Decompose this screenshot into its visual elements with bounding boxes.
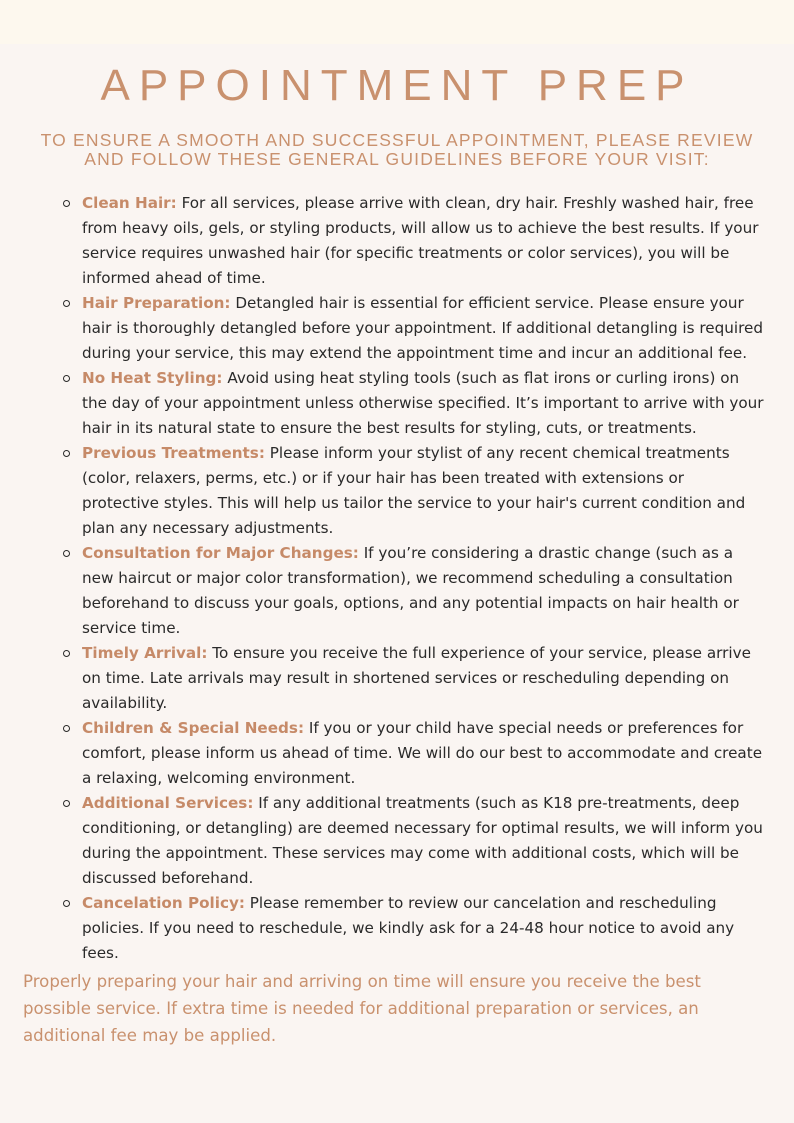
guideline-text: For all services, please arrive with clean, dry hair. Freshly washed hair, free from heavy oils, gels, or styling products, will allow us to achieve the best results. If your service requires unwashed hair (for specific treatments or color services), you will be informed ahead of time. (82, 194, 759, 287)
guideline-text: To ensure you receive the full experience of your service, please arrive on time. Late arrivals may result in shortened services or rescheduling depending on availability. (82, 644, 751, 712)
guideline-term: Children & Special Needs: (82, 719, 305, 737)
guideline-text: If you or your child have special needs or preferences for comfort, please inform us ahead of time. We will do our best to accommodate and create a relaxing, welcoming environment. (82, 719, 763, 787)
guideline-item-children-special-needs (82, 716, 764, 791)
guideline-term: Clean Hair: (82, 194, 177, 212)
guideline-term: Consultation for Major Changes: (82, 544, 359, 562)
guideline-item-hair-preparation (82, 291, 764, 366)
guideline-text: If any additional treatments (such as K18 pre-treatments, deep conditioning, or detangling) are deemed necessary for optimal results, we will inform you during the appointment. These services may come with additional costs, which will be discussed beforehand. (82, 794, 763, 887)
guideline-item-additional-services (82, 791, 764, 891)
top-banner-strip (0, 0, 794, 44)
guideline-term: Previous Treatments: (82, 444, 265, 462)
circle-bullet-icon (63, 900, 70, 907)
guideline-item-timely-arrival (82, 641, 764, 716)
circle-bullet-icon (63, 300, 70, 307)
guideline-text: Avoid using heat styling tools (such as flat irons or curling irons) on the day of your appointment unless otherwise specified. It’s important to arrive with your hair in its natural state to ensure the best results for styling, cuts, or treatments. (82, 369, 764, 437)
guideline-item-cancelation-policy (82, 891, 764, 966)
guideline-term: Timely Arrival: (82, 644, 208, 662)
circle-bullet-icon (63, 725, 70, 732)
page-title: APPOINTMENT PREP (100, 61, 694, 110)
circle-bullet-icon (63, 650, 70, 657)
guideline-term: Hair Preparation: (82, 294, 231, 312)
guideline-item-consultation (82, 541, 764, 641)
guideline-text: If you’re considering a drastic change (such as a new haircut or major color transformation), we recommend scheduling a consultation beforehand to discuss your goals, options, and any potential impacts on hair health or service time. (82, 544, 739, 637)
circle-bullet-icon (63, 375, 70, 382)
circle-bullet-icon (63, 550, 70, 557)
guideline-term: No Heat Styling: (82, 369, 223, 387)
circle-bullet-icon (63, 800, 70, 807)
guideline-item-no-heat-styling (82, 366, 764, 441)
circle-bullet-icon (63, 200, 70, 207)
guideline-item-clean-hair (82, 191, 764, 291)
circle-bullet-icon (63, 450, 70, 457)
guidelines-list (82, 191, 764, 966)
guideline-text: Please inform your stylist of any recent chemical treatments (color, relaxers, perms, etc.) or if your hair has been treated with extensions or protective styles. This will help us tailor the service to your hair's current condition and plan any necessary adjustments. (82, 444, 746, 537)
guideline-text: Detangled hair is essential for efficient service. Please ensure your hair is thoroughly detangled before your appointment. If additional detangling is required during your service, this may extend the appointment time and incur an additional fee. (82, 294, 764, 362)
guideline-item-previous-treatments (82, 441, 764, 541)
guideline-text: Please remember to review our cancelation and rescheduling policies. If you need to reschedule, we kindly ask for a 24-48 hour notice to avoid any fees. (82, 894, 735, 962)
guideline-term: Cancelation Policy: (82, 894, 245, 912)
guideline-term: Additional Services: (82, 794, 254, 812)
page-subtitle: TO ENSURE A SMOOTH AND SUCCESSFUL APPOINTMENT, PLEASE REVIEW AND FOLLOW THESE GENERAL GUIDELINES BEFORE YOUR VISIT: (40, 130, 754, 169)
closing-note: Properly preparing your hair and arriving on time will ensure you receive the best possible service. If extra time is needed for additional preparation or services, an additional fee may be applied. (23, 972, 701, 1045)
